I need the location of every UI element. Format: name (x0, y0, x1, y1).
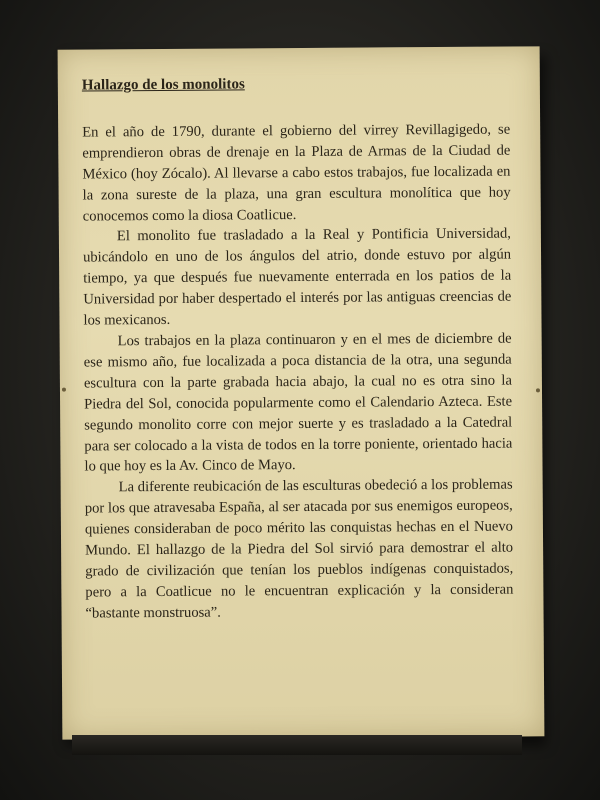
panel-base (72, 735, 522, 755)
paragraph-1: En el año de 1790, durante el gobierno del virrey Revillagigedo, se emprendieron obras de drenaje en la Plaza de Armas de la Ciudad de México (hoy Zócalo). Al llevarse a cabo estos trabajos, fue localizada en la zona sureste de la plaza, una gran escultura monolítica que hoy conocemos como la diosa Coatlicue. (82, 121, 511, 225)
sign-title: Hallazgo de los monolitos (81, 76, 245, 94)
paragraph-2: El monolito fue trasladado a la Real y Pontificia Universidad, ubicándolo en uno de los ángulos del atrio, donde estuvo por algún tiempo, ya que después fue nuevamente enterrada en los patios de la Universidad por haber despertado el interés por las antiguas creencias de los mexicanos. (82, 225, 512, 329)
information-sign (58, 46, 545, 739)
mounting-pin-left (62, 388, 66, 392)
paragraph-3: Los trabajos en la plaza continuaron y en el mes de diciembre de ese mismo año, fue localizada a poca distancia de la otra, una segunda escultura con la parte grabada hacia abajo, la cual no es otra sino la Piedra del Sol, conocida popularmente como el Calendario Azteca. Este segundo monolito corre con mejor suerte y es trasladado a la Catedral para ser colocado a la vista de todos en la torre poniente, orientado hacia lo que hoy es la Av. Cinco de Mayo. (83, 330, 513, 475)
sign-content (82, 73, 514, 625)
mounting-pin-right (536, 388, 540, 392)
paragraph-4: La diferente reubicación de las esculturas obedeció a los problemas por los que atravesaba España, al ser atacada por sus enemigos europeos, quienes consideraban de poco mérito las conquistas hechas en el Nuevo Mundo. El hallazgo de la Piedra del Sol sirvió para demostrar el alto grado de civilización que tenían los pueblos indígenas conquistados, pero a la Coatlicue no le encuentran explicación y la consideran “bastante monstruosa”. (84, 476, 514, 622)
